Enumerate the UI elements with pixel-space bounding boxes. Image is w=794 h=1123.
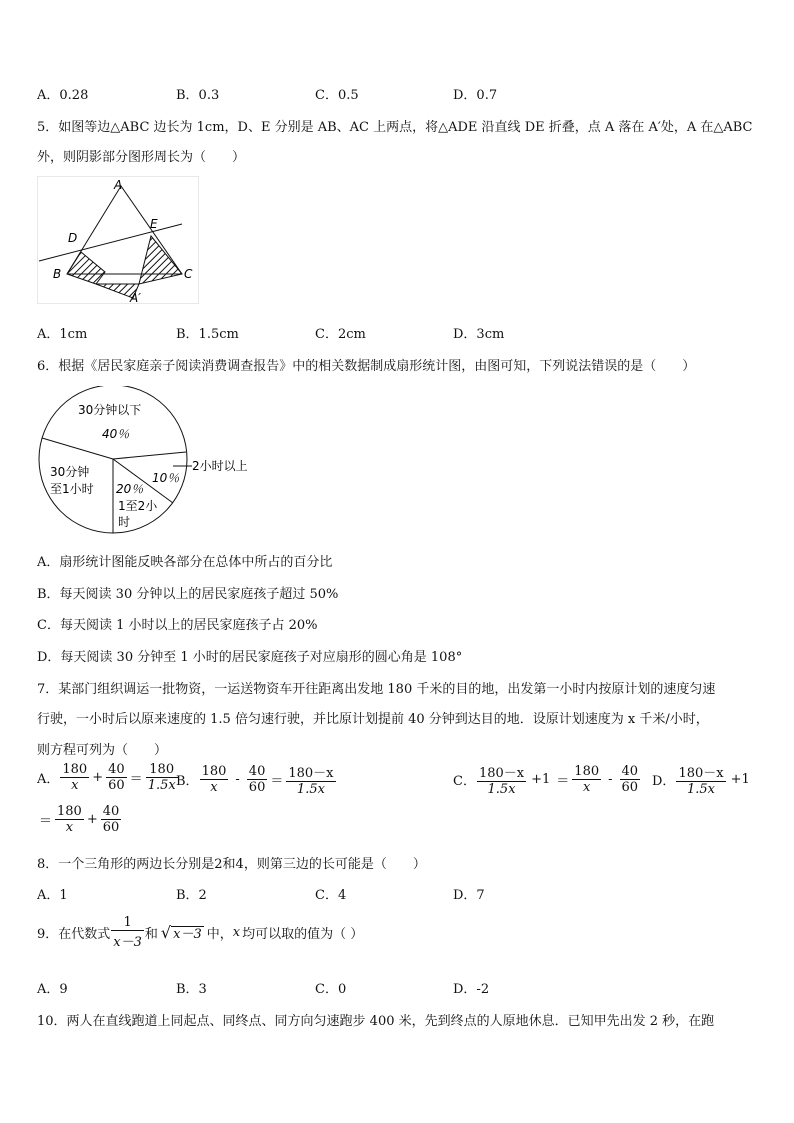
q7-option-d-continued: ＝ $\frac{180}{x}$ + $\frac{40}{60}$ (39, 804, 120, 835)
q7-option-a: A． $\frac{180}{x}$ + $\frac{40}{60}$ ＝ $\frac{180}{1.5x}$ (37, 762, 176, 793)
q7-option-c: C． $\frac{180-x}{1.5x}$ +1 ＝ $\frac{180}{x}$ - $\frac{40}{60}$ (453, 764, 639, 797)
q9-fraction: $\frac{1}{x-3}$ (113, 915, 142, 950)
label-a-prime: A′ (130, 291, 141, 304)
q6-option-c: C．每天阅读 1 小时以上的居民家庭孩子占 20% (37, 618, 318, 633)
label-c: C (184, 267, 193, 281)
pie-label-s3-line2: 时 (118, 515, 131, 529)
q6-option-a: A．扇形统计图能反映各部分在总体中所占的百分比 (37, 555, 333, 570)
q9-option-b: B．3 (176, 982, 207, 997)
q4-option-b: B．0.3 (176, 88, 220, 103)
pie-pct-s1: 40％ (102, 427, 130, 441)
q9-stem: 9．在代数式 $\frac{1}{x-3}$ 和 √ x－3 中， x 均可以取的值为（ ） (37, 915, 364, 950)
q8-option-d: D．7 (453, 888, 485, 903)
q5-stem-line1: 5．如图等边△ABC 边长为 1cm，D、E 分别是 AB、AC 上两点，将△ADE 沿直线 DE 折叠，点 A 落在 A′处，A 在△ABC (37, 120, 753, 135)
q7-option-b: B． $\frac{180}{x}$ - $\frac{40}{60}$ ＝ $\frac{180-x}{1.5x}$ (176, 764, 334, 797)
q7-option-d: D． $\frac{180-x}{1.5x}$ +1 (652, 766, 750, 797)
label-d: D (68, 231, 78, 245)
q9-sqrt: √ x－3 (160, 923, 202, 942)
q7-stem-line2: 行驶，一小时后以原来速度的 1.5 倍匀速行驶，并比原计划提前 40 分钟到达目的地．设原计划速度为 x 千米/小时， (37, 712, 709, 727)
pie-label-s3-line1: 1至2小 (118, 499, 158, 513)
pie-label-s2-line2: 至1小时 (50, 482, 94, 496)
q8-option-a: A．1 (37, 888, 68, 903)
pie-pct-s3: 20％ (116, 482, 144, 496)
q7-stem-line3: 则方程可列为（ ） (37, 743, 168, 758)
q8-option-c: C．4 (315, 888, 347, 903)
q6-stem: 6．根据《居民家庭亲子阅读消费调查报告》中的相关数据制成扇形统计图，由图可知，下列说法错误的是（ ） (37, 359, 696, 374)
q5-option-a: A．1cm (37, 327, 88, 342)
pie-pct-s4: 10％ (152, 471, 180, 485)
q5-option-b: B．1.5cm (176, 327, 239, 342)
pie-label-s4: 2小时以上 (192, 459, 248, 473)
q6-option-d: D．每天阅读 30 分钟至 1 小时的居民家庭孩子对应扇形的圆心角是 108° (37, 650, 463, 665)
q9-option-d: D．-2 (453, 982, 490, 997)
q4-option-a: A．0.28 (37, 88, 89, 103)
q6-option-b: B．每天阅读 30 分钟以上的居民家庭孩子超过 50% (37, 587, 339, 602)
q5-option-d: D．3cm (453, 327, 505, 342)
q8-stem: 8．一个三角形的两边长分别是2和4，则第三边的长可能是（ ） (37, 857, 426, 872)
q5-stem-line2: 外，则阴影部分图形周长为（ ） (37, 150, 246, 165)
q10-stem-line1: 10．两人在直线跑道上同起点、同终点、同方向匀速跑步 400 米，先到终点的人原地休息．已知甲先出发 2 秒，在跑 (37, 1014, 715, 1029)
q5-option-c: C．2cm (315, 327, 366, 342)
label-b: B (53, 267, 62, 281)
q9-option-c: C．0 (315, 982, 347, 997)
q7-stem-line1: 7．某部门组织调运一批物资，一运送物资车开往距离出发地 180 千米的目的地，出发第一小时内按原计划的速度匀速 (37, 682, 716, 697)
label-a: A (114, 178, 123, 192)
q4-option-c: C．0.5 (315, 88, 359, 103)
pie-label-s1: 30分钟以下 (78, 403, 142, 417)
q6-pie-chart (36, 386, 266, 538)
q8-option-b: B．2 (176, 888, 207, 903)
q4-option-d: D．0.7 (453, 88, 498, 103)
q5-triangle-figure (37, 176, 199, 304)
shaded-region-left (67, 252, 105, 284)
label-e: E (150, 217, 158, 231)
q9-option-a: A．9 (37, 982, 68, 997)
pie-label-s2-line1: 30分钟 (50, 465, 90, 479)
